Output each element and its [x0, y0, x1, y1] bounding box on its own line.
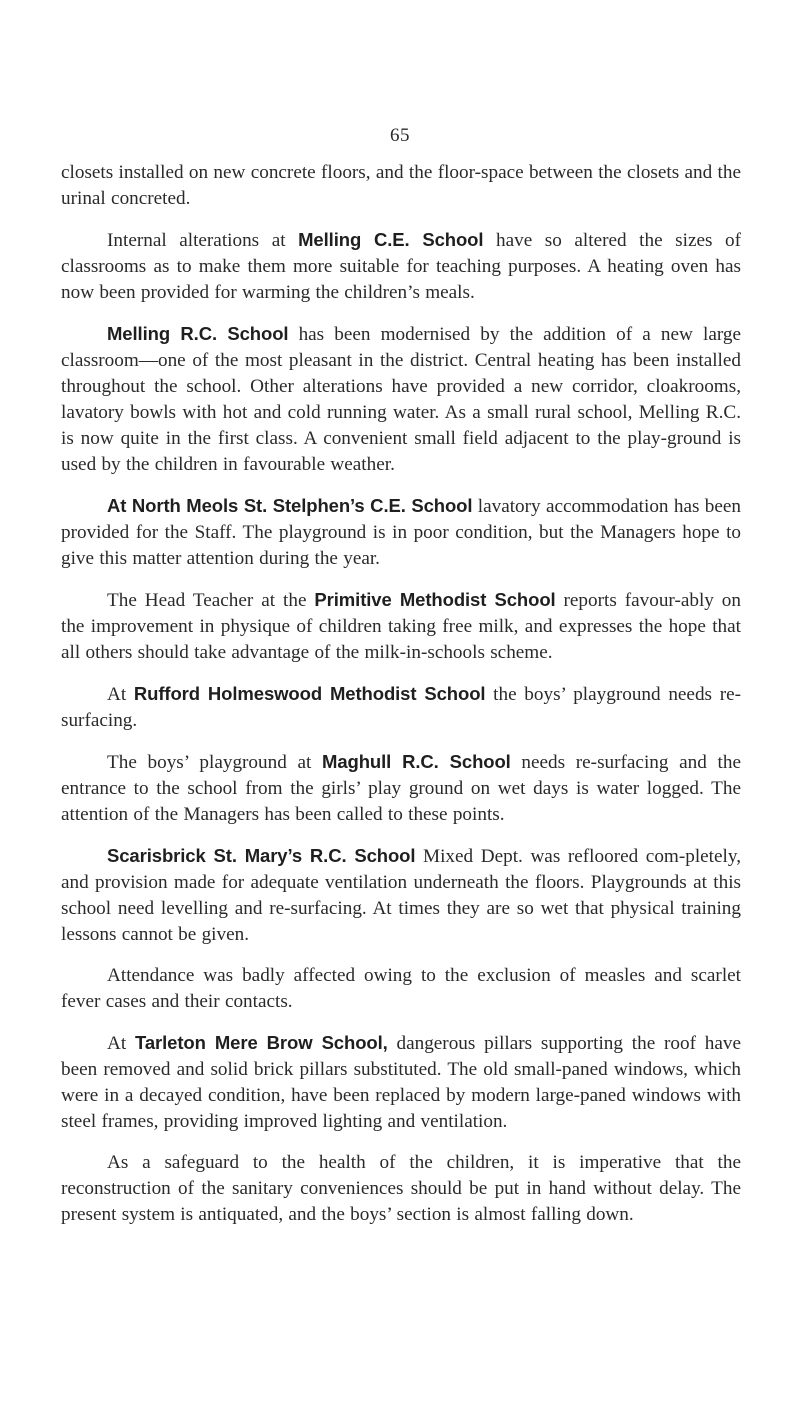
- paragraph-text: As a safeguard to the health of the children, it is imperative that the reconstruction of the sanitary conveniences should be put in hand without delay. The present system is antiquated, and the boys’ section is almost falling down.: [61, 1152, 741, 1225]
- paragraph-safeguard: [61, 1150, 741, 1228]
- school-name-maghull: Maghull R.C. School: [322, 751, 511, 772]
- paragraph-text-after: dangerous pillars supporting the roof have been removed and solid brick pillars substituted. The old small-paned windows, which were in a decayed condition, have been replaced by modern large-paned windows with steel frames, providing improved lighting and ventilation.: [61, 1033, 742, 1132]
- school-name-melling-rc: Melling R.C. School: [107, 323, 289, 344]
- paragraph-text-before: At: [107, 1033, 135, 1054]
- paragraph-text-after: lavatory accommodation has been provided for the Staff. The playground is in poor condition, but the Managers hope to give this matter attention during the year.: [61, 496, 741, 569]
- paragraph-text-before: The boys’ playground at: [107, 752, 323, 773]
- school-name-north-meols: At North Meols St. Stelphen’s C.E. School: [107, 495, 473, 516]
- paragraph-text-after: have so altered the sizes of classrooms as to make them more suitable for teaching purposes. A heating oven has now been provided for warming the children’s meals.: [61, 230, 742, 303]
- paragraph-closets-continued: [61, 160, 741, 212]
- page-number: 65: [390, 125, 410, 146]
- school-name-tarleton: Tarleton Mere Brow School,: [135, 1032, 388, 1053]
- paragraph-rufford: [61, 681, 741, 734]
- paragraph-text-before: At: [107, 684, 134, 705]
- paragraph-text-after: has been modernised by the addition of a new large classroom—one of the most pleasant in the district. Central heating has been installed throughout the school. Other alterations have provided a new corridor, cloakrooms, lavatory bowls with hot and cold running water. As a small rural school, Melling R.C. is now quite in the first class. A convenient small field adjacent to the play-ground is used by the children in favourable weather.: [61, 324, 741, 475]
- paragraph-melling-rc: [61, 321, 741, 478]
- paragraph-text-after: the boys’ playground needs re-surfacing.: [61, 684, 741, 731]
- paragraph-text-before: The Head Teacher at the: [107, 590, 315, 611]
- paragraph-maghull: [61, 749, 741, 828]
- paragraph-text-before: Internal alterations at: [107, 230, 299, 251]
- paragraph-tarleton: [61, 1030, 741, 1135]
- school-name-melling-ce: Melling C.E. School: [298, 229, 484, 250]
- paragraph-text-after: needs re-surfacing and the entrance to the school from the girls’ play ground on wet days is water logged. The attention of the Managers has been called to these points.: [61, 752, 741, 825]
- paragraph-north-meols: [61, 493, 741, 572]
- report-body: [61, 160, 741, 1243]
- paragraph-text: closets installed on new concrete floors, and the floor-space between the closets and the urinal concreted.: [61, 162, 741, 209]
- school-name-primitive-methodist: Primitive Methodist School: [314, 589, 556, 610]
- school-name-scarisbrick: Scarisbrick St. Mary’s R.C. School: [107, 845, 416, 866]
- paragraph-attendance: [61, 963, 741, 1015]
- paragraph-melling-ce: [61, 227, 741, 306]
- paragraph-text: Attendance was badly affected owing to the exclusion of measles and scarlet fever cases and their contacts.: [61, 965, 741, 1012]
- paragraph-scarisbrick: [61, 843, 741, 948]
- paragraph-text-after: reports favour-ably on the improvement in physique of children taking free milk, and expresses the hope that all others should take advantage of the milk-in-schools scheme.: [61, 590, 741, 663]
- paragraph-primitive-methodist: [61, 587, 741, 666]
- paragraph-text-after: Mixed Dept. was refloored com-pletely, and provision made for adequate ventilation underneath the floors. Playgrounds at this school need levelling and re-surfacing. At times they are so wet that physical training lessons cannot be given.: [61, 846, 741, 945]
- school-name-rufford: Rufford Holmeswood Methodist School: [133, 683, 486, 704]
